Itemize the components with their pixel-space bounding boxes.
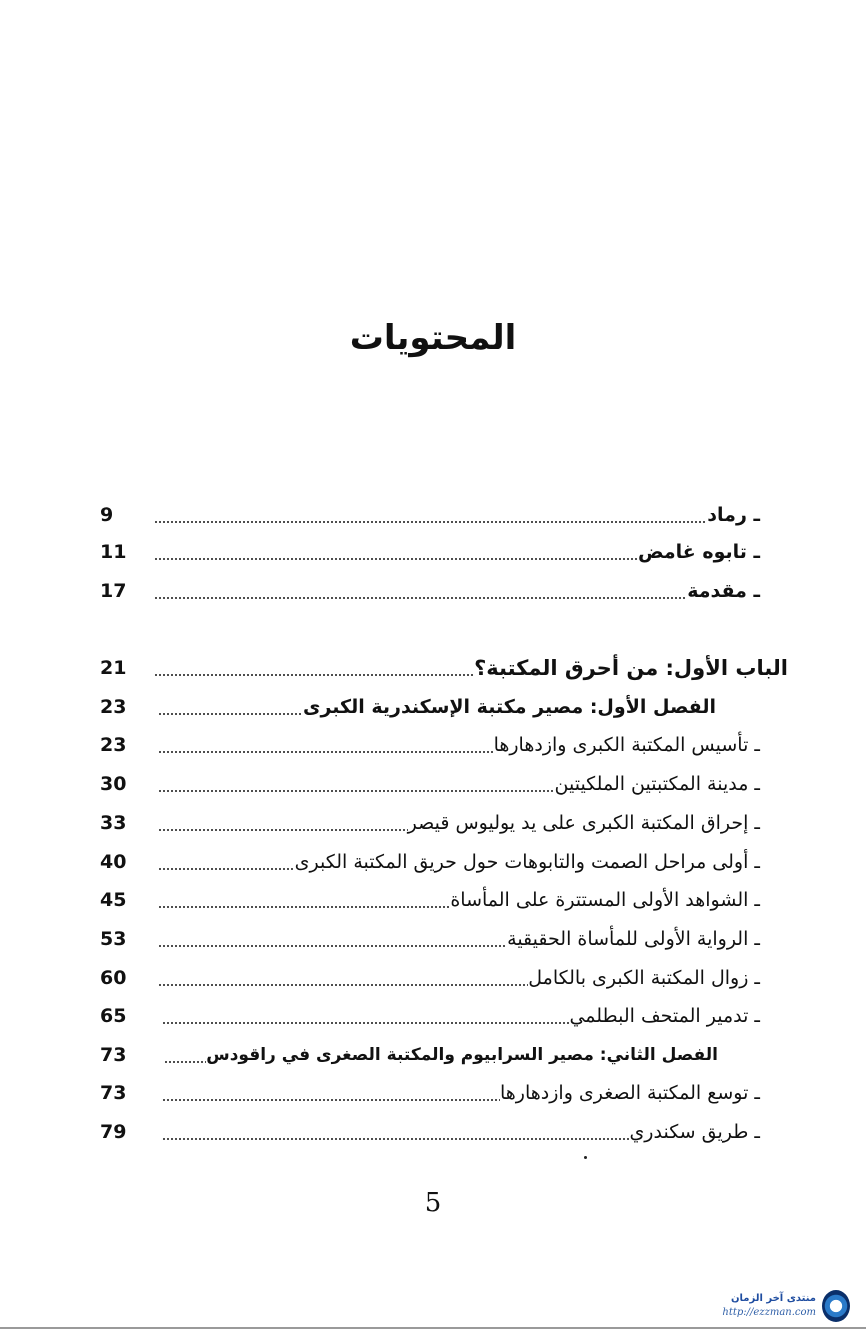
toc-entry[interactable]: [100, 727, 760, 763]
toc-entry[interactable]: [100, 882, 760, 918]
page-number: 5: [424, 1188, 442, 1218]
toc-entry-label: ـ مدينة المكتبتين الملكيتين: [554, 773, 760, 795]
toc-page-number: 53: [100, 928, 127, 950]
toc-entry[interactable]: [100, 573, 760, 609]
dot-leader: [154, 558, 638, 560]
toc-page-number: 73: [100, 1082, 127, 1104]
dot-leader: [162, 1138, 629, 1140]
toc-entry[interactable]: [100, 960, 760, 996]
toc-entry[interactable]: [100, 805, 760, 841]
toc-entry-label: ـ أولى مراحل الصمت والتابوهات حول حريق المكتبة الكبرى: [294, 851, 760, 873]
toc-entry-label: ـ تدمير المتحف البطلمي: [569, 1005, 760, 1027]
dot-leader: [158, 713, 303, 715]
toc-chapter-heading[interactable]: [100, 1037, 760, 1073]
dot-leader: [154, 597, 687, 599]
page-title: المحتويات: [349, 318, 517, 358]
stray-dot: [584, 1156, 587, 1159]
toc-entry-label: ـ الرواية الأولى للمأساة الحقيقية: [507, 928, 760, 950]
toc-entry-label: الفصل الثاني: مصير السرابيوم والمكتبة الصغرى في راقودس: [206, 1045, 718, 1065]
toc-entry-label: ـ تأسيس المكتبة الكبرى وازدهارها: [493, 734, 760, 756]
toc-entry-label: ـ إحراق المكتبة الكبرى على يد يوليوس قيصر: [407, 812, 760, 834]
toc-entry-label: الباب الأول: من أحرق المكتبة؟: [474, 656, 788, 680]
toc-page-number: 23: [100, 734, 127, 756]
dot-leader: [162, 1099, 500, 1101]
toc-entry[interactable]: [100, 534, 760, 570]
dot-leader: [158, 945, 507, 947]
dot-leader: [154, 521, 707, 523]
toc-entry-label: ـ مقدمة: [687, 580, 760, 602]
toc-entry-label: ـ رماد: [707, 504, 760, 526]
toc-page-number: 79: [100, 1121, 127, 1143]
watermark-name: منتدى آخر الزمان: [731, 1293, 816, 1304]
toc-entry-label: ـ طريق سكندري: [629, 1121, 760, 1143]
toc-entry[interactable]: [100, 921, 760, 957]
dot-leader: [158, 751, 494, 753]
toc-page-number: 40: [100, 851, 127, 873]
toc-entry[interactable]: [100, 1075, 760, 1111]
toc-page-number: 65: [100, 1005, 127, 1027]
toc-entry[interactable]: [100, 766, 760, 802]
dot-leader: [164, 1061, 206, 1063]
toc-page-number: 21: [100, 657, 127, 679]
watermark-url: http://ezzman.com: [722, 1307, 816, 1318]
dot-leader: [158, 906, 450, 908]
toc-page-number: 9: [100, 504, 114, 526]
dot-leader: [158, 790, 555, 792]
toc-entry[interactable]: [100, 1114, 760, 1150]
toc-section-heading[interactable]: [100, 650, 788, 686]
dot-leader: [162, 1022, 569, 1024]
toc-page-number: 60: [100, 967, 127, 989]
dot-leader: [154, 674, 474, 676]
toc-entry-label: ـ الشواهد الأولى المستترة على المأساة: [450, 889, 760, 911]
toc-page-number: 17: [100, 580, 127, 602]
dot-leader: [158, 984, 528, 986]
dot-leader: [158, 868, 295, 870]
toc-entry[interactable]: [100, 998, 760, 1034]
watermark[interactable]: [722, 1290, 850, 1322]
toc-page-number: 45: [100, 889, 127, 911]
toc-page-number: 23: [100, 696, 127, 718]
toc-entry-label: ـ توسع المكتبة الصغرى وازدهارها: [499, 1082, 760, 1104]
toc-entry-label: ـ تابوه غامض: [637, 541, 760, 563]
watermark-logo-icon: [822, 1290, 850, 1322]
toc-page-number: 11: [100, 541, 127, 563]
toc-page-number: 73: [100, 1044, 127, 1066]
toc-page-number: 33: [100, 812, 127, 834]
toc-page-number: 30: [100, 773, 127, 795]
dot-leader: [158, 829, 408, 831]
toc-entry-label: الفصل الأول: مصير مكتبة الإسكندرية الكبرى: [303, 696, 716, 718]
toc-entry[interactable]: [100, 844, 760, 880]
toc-chapter-heading[interactable]: [100, 689, 760, 725]
toc-entry-label: ـ زوال المكتبة الكبرى بالكامل: [528, 967, 760, 989]
toc-entry[interactable]: [100, 497, 760, 533]
bottom-divider: [0, 1327, 866, 1329]
